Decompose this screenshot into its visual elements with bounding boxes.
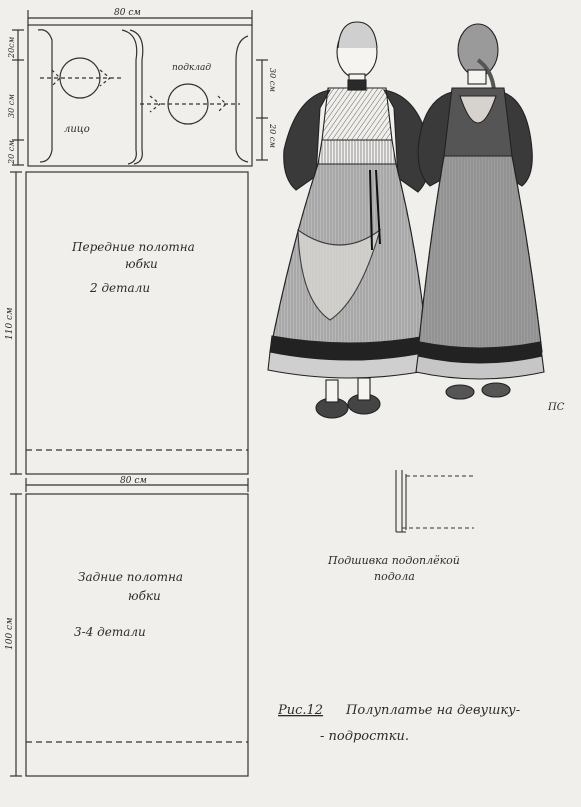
right-dim-top: 30 см (268, 68, 277, 92)
caption-figure-number: Рис.12 (278, 703, 324, 718)
back-panels-count: 3-4 детали (74, 625, 146, 639)
hem-detail-sketch (396, 470, 474, 532)
front-panels-width: 80 см (120, 476, 147, 486)
left-dim-top: 20см (7, 36, 16, 58)
face-neck-circle (60, 58, 100, 98)
front-panels-title-1: Передние полотна (72, 240, 195, 254)
face-label: лицо (64, 124, 90, 135)
front-panels-height: 110 см (5, 307, 15, 340)
front-yoke (322, 88, 392, 140)
lining-label: подклад (172, 63, 212, 73)
bodice-face-piece (38, 30, 52, 162)
bodice-pattern (12, 10, 268, 166)
front-view-figure (268, 22, 430, 418)
caption-line1: Полуплатье на девушку- (346, 703, 521, 718)
back-view-figure (416, 24, 544, 399)
bodice-outline (28, 25, 252, 166)
front-panels-title-2: юбки (125, 257, 158, 271)
caption-line2: - подростки. (320, 729, 409, 744)
hem-detail-line2: подола (374, 570, 415, 583)
back-panels-height: 100 см (5, 617, 15, 650)
lining-neck-circle (168, 84, 208, 124)
left-dim-middle: 30 см (7, 94, 16, 118)
front-panel-outline (26, 172, 248, 474)
bodice-width-label: 80 см (114, 8, 141, 18)
left-dim-bottom: 20 см (7, 140, 16, 164)
back-panels-title-2: юбки (128, 589, 161, 603)
front-panels-pattern (10, 172, 248, 492)
hem-detail-line1: Подшивка подоплёкой (328, 554, 460, 567)
front-panels-count: 2 детали (90, 281, 151, 295)
back-panels-title-1: Задние полотна (78, 570, 184, 584)
back-head (458, 24, 498, 76)
signature: ПС (548, 402, 565, 413)
back-right-shoe (482, 383, 510, 397)
back-left-shoe (446, 385, 474, 399)
right-dim-bottom: 20 см (268, 124, 277, 148)
